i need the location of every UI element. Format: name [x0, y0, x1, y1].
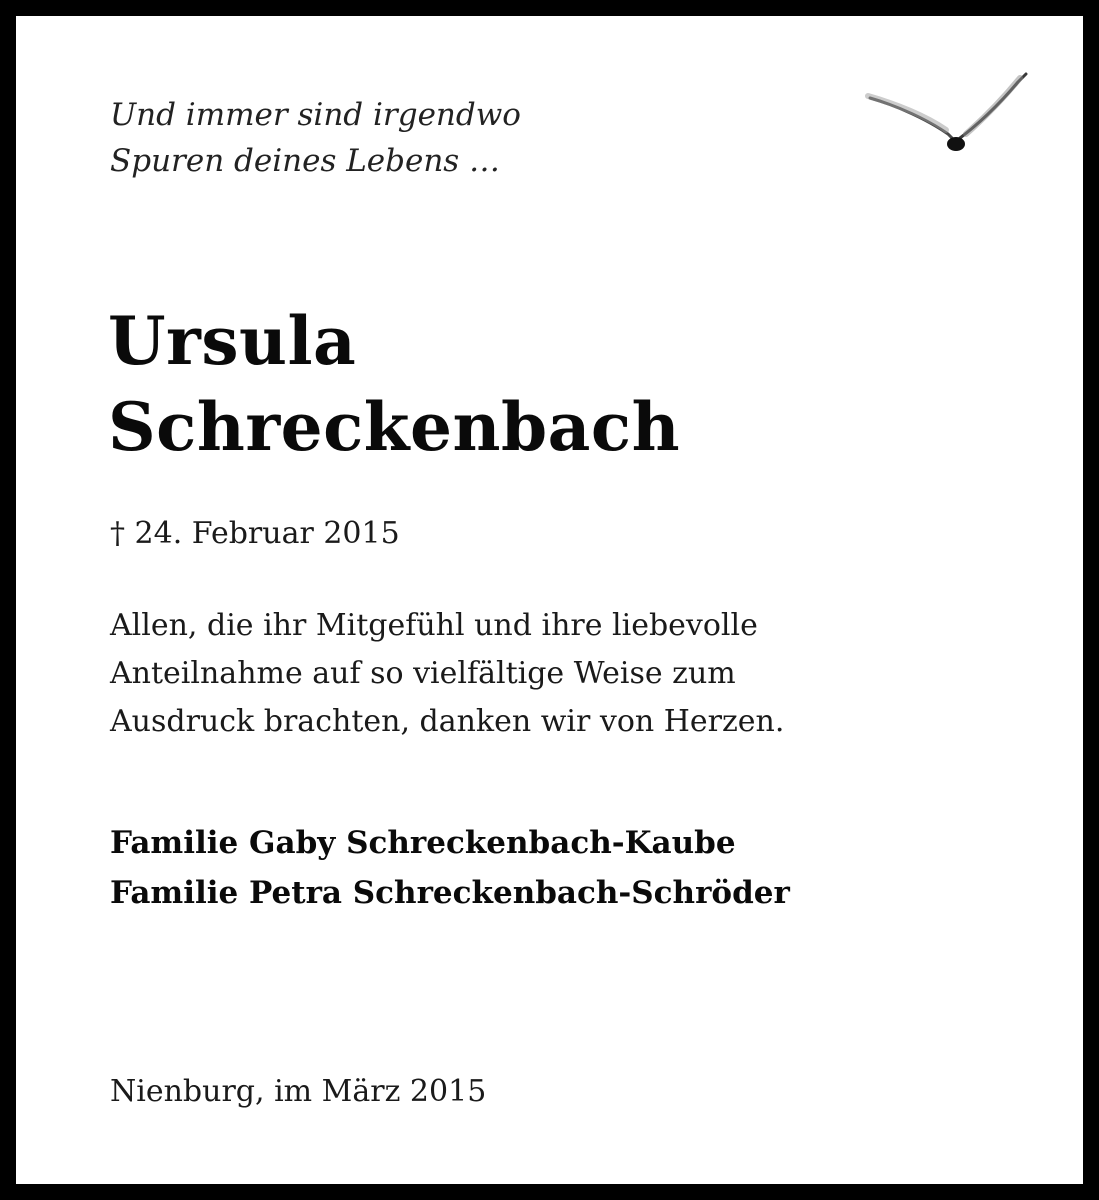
place-date: Nienburg, im März 2015	[110, 1074, 487, 1109]
family-line-1: Familie Gaby Schreckenbach-Kaube	[110, 825, 736, 861]
thanks-text	[110, 602, 784, 746]
family-line-2: Familie Petra Schreckenbach-Schröder	[110, 875, 790, 911]
bird-icon	[848, 54, 1028, 164]
motto-line-1: Und immer sind irgendwo	[110, 97, 521, 133]
mourners	[110, 818, 790, 918]
thanks-line-2: Anteilnahme auf so vielfältige Weise zum	[110, 656, 736, 691]
thanks-line-3: Ausdruck brachten, danken wir von Herzen.	[110, 704, 785, 739]
deceased-name	[108, 298, 680, 470]
deceased-last-name: Schreckenbach	[108, 388, 681, 466]
deceased-first-name: Ursula	[108, 302, 357, 380]
motto	[110, 92, 521, 184]
death-date: † 24. Februar 2015	[110, 516, 400, 551]
motto-line-2: Spuren deines Lebens …	[110, 143, 501, 179]
thanks-line-1: Allen, die ihr Mitgefühl und ihre liebevolle	[110, 608, 758, 643]
